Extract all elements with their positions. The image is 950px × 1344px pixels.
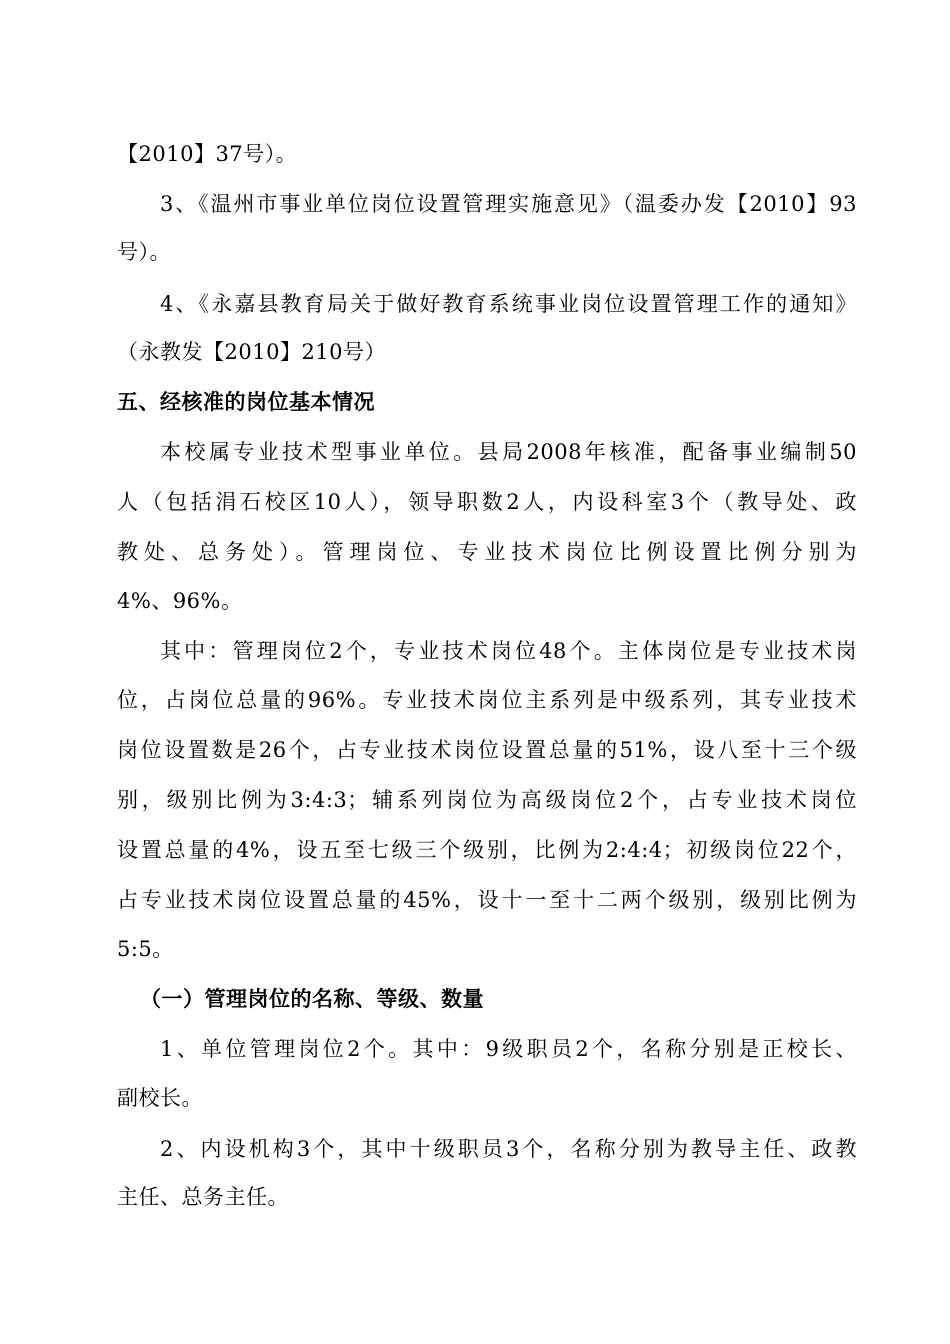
text-line: 占专业技术岗位设置总量的45%，设十一至十二两个级别，级别比例为: [117, 888, 857, 912]
text-line: 4%、96%。: [117, 589, 243, 613]
text-line: 岗位设置数是26个，占专业技术岗位设置总量的51%，设八至十三个级: [117, 738, 857, 762]
text-line: 2、内设机构3个，其中十级职员3个，名称分别为教导主任、政教: [160, 1137, 857, 1161]
text-line: 人（包括涓石校区10人），领导职数2人，内设科室3个（教导处、政: [117, 490, 857, 514]
text-line: 设置总量的4%，设五至七级三个级别，比例为2:4:4；初级岗位22个，: [117, 838, 857, 862]
text-line: 本校属专业技术型事业单位。县局2008年核准，配备事业编制50: [160, 440, 857, 464]
text-line: 5:5。: [117, 937, 174, 961]
text-line: 位，占岗位总量的96%。专业技术岗位主系列是中级系列，其专业技术: [117, 688, 857, 712]
text-line: 1、单位管理岗位2个。其中：9级职员2个，名称分别是正校长、: [160, 1037, 857, 1061]
text-line: 别，级别比例为3:4:3；辅系列岗位为高级岗位2个，占专业技术岗位: [117, 788, 857, 812]
text-line: 号）。: [117, 240, 171, 264]
text-line: 【2010】37号）。: [117, 142, 298, 166]
text-line: （永教发【2010】210号）: [117, 340, 387, 364]
text-line: 4、《永嘉县教育局关于做好教育系统事业岗位设置管理工作的通知》: [160, 292, 857, 316]
text-line: 3、《温州市事业单位岗位设置管理实施意见》（温委办发【2010】93: [160, 192, 857, 216]
subsection-heading: （一）管理岗位的名称、等级、数量: [140, 987, 484, 1011]
text-line: 主任、总务主任。: [117, 1185, 289, 1209]
text-line: 教处、总务处）。管理岗位、专业技术岗位比例设置比例分别为: [117, 540, 857, 564]
text-line: 其中：管理岗位2个，专业技术岗位48个。主体岗位是专业技术岗: [160, 639, 857, 663]
section-heading: 五、经核准的岗位基本情况: [117, 390, 375, 414]
text-line: 副校长。: [117, 1086, 203, 1110]
